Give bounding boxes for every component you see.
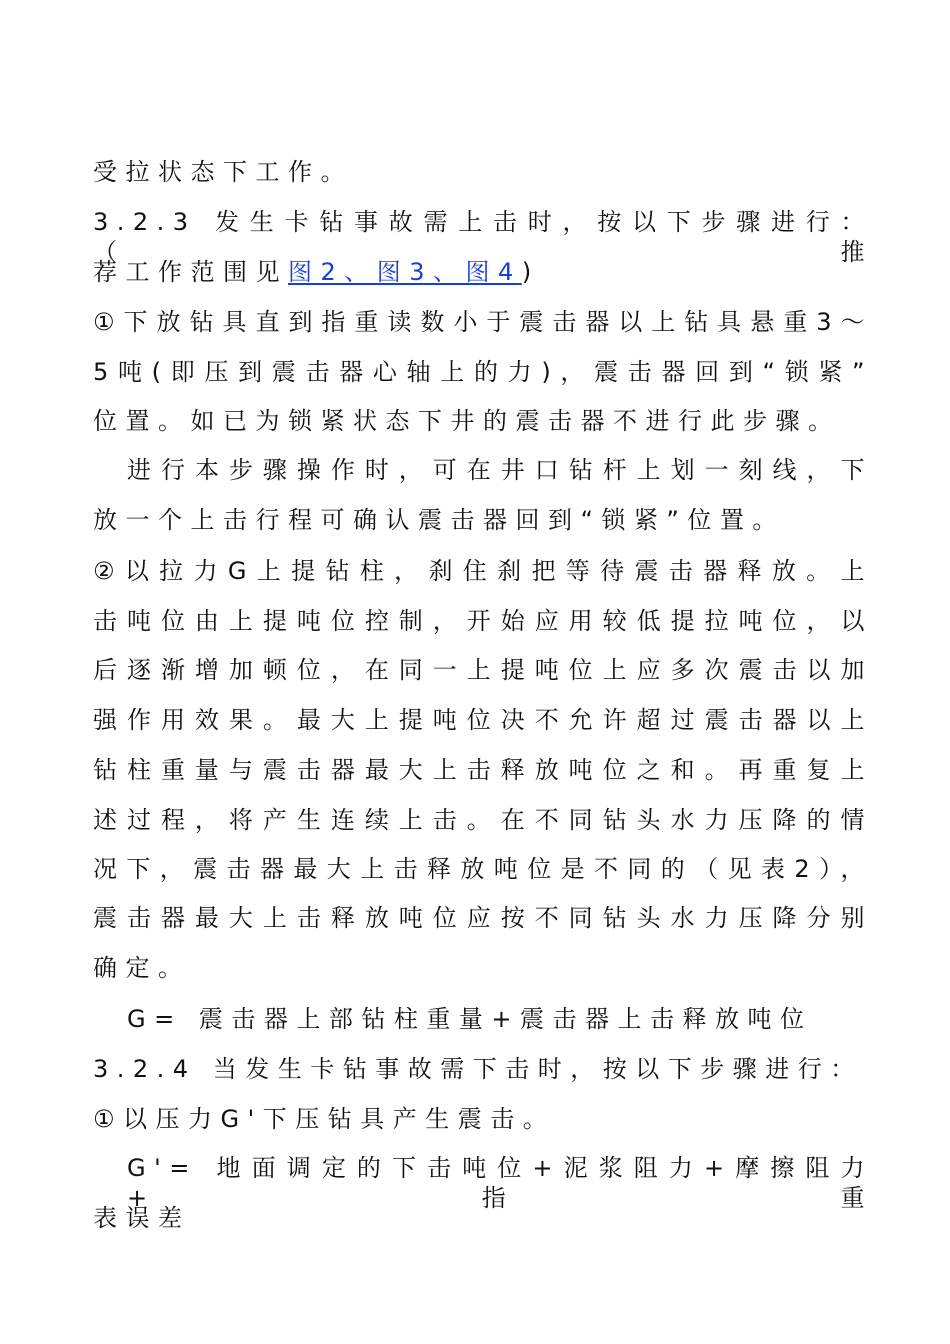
line-3-suffix: ) [521, 258, 540, 286]
paragraph-line-3 [93, 257, 873, 287]
paragraph-line-14: 述过程，将产生连续上击。在不同钻头水力压降的情 [93, 806, 873, 834]
paragraph-line-10: 击吨位由上提吨位控制，开始应用较低提拉吨位，以 [93, 607, 873, 635]
paragraph-line-13: 钻柱重量与震击器最大上击释放吨位之和。再重复上 [93, 756, 873, 784]
paragraph-line-7: 进行本步骤操作时，可在井口钻杆上划一刻线，下 [127, 456, 873, 484]
paragraph-line-20: ①以压力G'下压钻具产生震击。 [93, 1105, 556, 1133]
paragraph-line-5: 5吨(即压到震击器心轴上的力)，震击器回到“锁紧” [93, 358, 873, 386]
paragraph-line-15: 况下，震击器最大上击释放吨位是不同的（见表2）， [93, 855, 873, 883]
section-heading-3-2-4: 3.2.4 当发生卡钻事故需下击时，按以下步骤进行： [93, 1055, 863, 1083]
paragraph-line-8: 放一个上击行程可确认震击器回到“锁紧”位置。 [93, 506, 785, 534]
paragraph-line-4: ①下放钻具直到指重读数小于震击器以上钻具悬重3～ [93, 308, 873, 336]
paragraph-line-12: 强作用效果。最大上提吨位决不允许超过震击器以上 [93, 706, 873, 734]
paragraph-line-17: 确定。 [93, 954, 191, 982]
figure-reference-link[interactable]: 图2、图3、图4 [288, 258, 522, 286]
paragraph-line-22: 表误差 [93, 1204, 191, 1232]
formula-line-g-prime: G'= 地面调定的下击吨位+泥浆阻力+摩擦阻力+指重 [127, 1154, 873, 1212]
line-3-prefix: 荐工作范围见 [93, 258, 288, 286]
formula-line-g: G= 震击器上部钻柱重量+震击器上击释放吨位 [127, 1005, 813, 1033]
paragraph-line-2: 3.2.3 发生卡钻事故需上击时，按以下步骤进行：（推 [93, 208, 873, 266]
paragraph-line-11: 后逐渐增加顿位，在同一上提吨位上应多次震击以加 [93, 656, 873, 684]
paragraph-line-6: 位置。如已为锁紧状态下井的震击器不进行此步骤。 [93, 407, 841, 435]
paragraph-line-9: ②以拉力G上提钻柱，刹住刹把等待震击器释放。上 [93, 557, 873, 585]
paragraph-line-1: 受拉状态下工作。 [93, 158, 353, 186]
paragraph-line-16: 震击器最大上击释放吨位应按不同钻头水力压降分别 [93, 904, 873, 932]
